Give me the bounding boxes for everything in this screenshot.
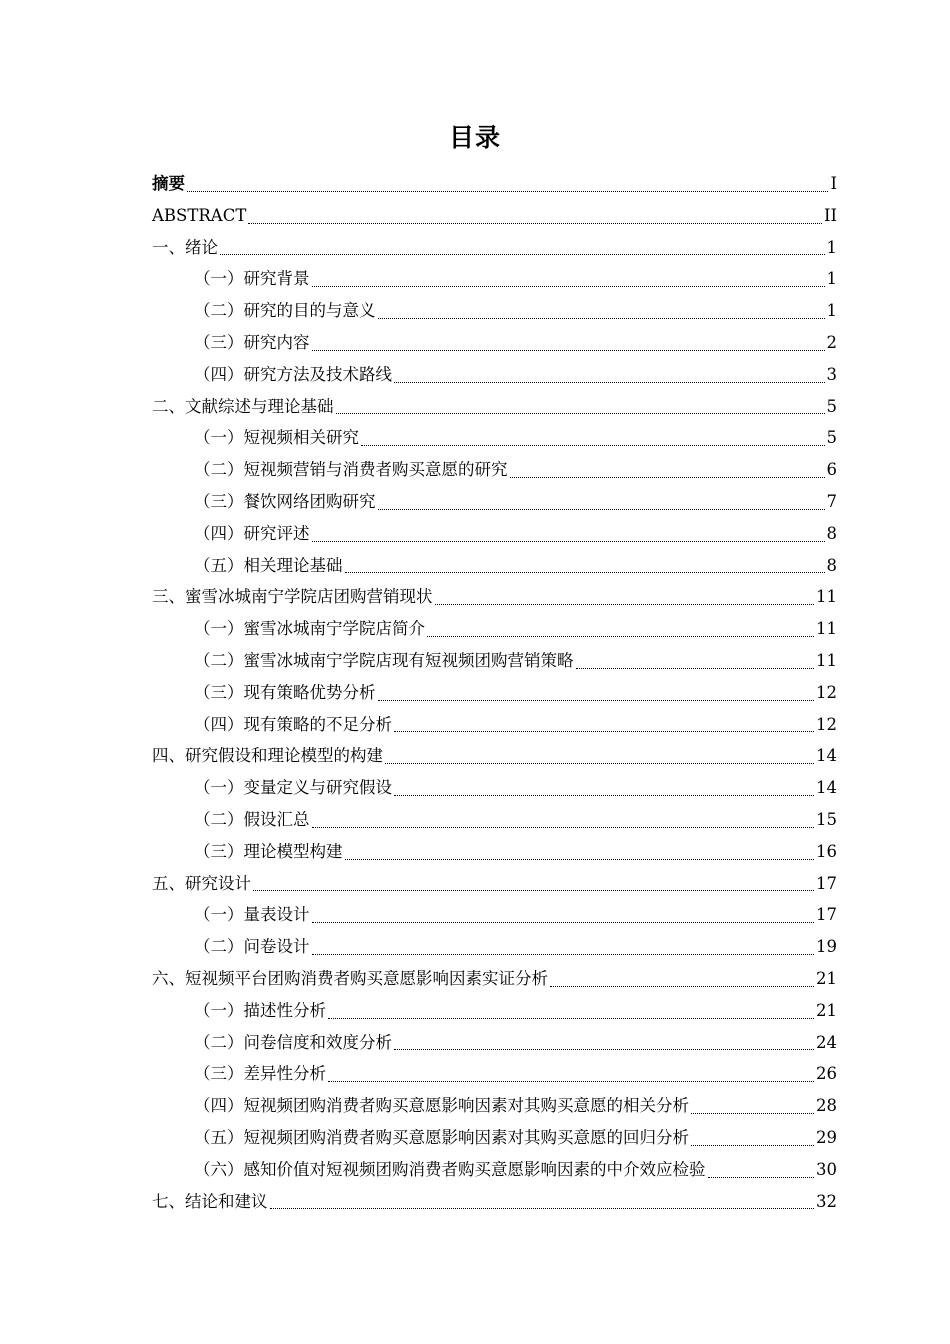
toc-dot-leader xyxy=(312,540,825,542)
toc-entry[interactable] xyxy=(152,1154,837,1186)
toc-entry-page-number: 16 xyxy=(816,841,837,861)
toc-entry-label: 二、文献综述与理论基础 xyxy=(152,396,334,416)
toc-dot-leader xyxy=(394,730,814,732)
toc-entry-page-number: 2 xyxy=(826,332,837,352)
toc-dot-leader xyxy=(510,476,825,478)
toc-entry-label: （四）研究方法及技术路线 xyxy=(194,364,392,384)
toc-entry-label: （一）变量定义与研究假设 xyxy=(194,778,392,798)
toc-entry[interactable] xyxy=(152,868,837,900)
toc-dot-leader xyxy=(328,1080,814,1082)
toc-entry-page-number: 21 xyxy=(816,1000,837,1020)
toc-entry-label: 六、短视频平台团购消费者购买意愿影响因素实证分析 xyxy=(152,968,548,988)
toc-dot-leader xyxy=(708,1176,815,1178)
toc-entry[interactable] xyxy=(152,200,837,232)
toc-entry-label: （二）短视频营销与消费者购买意愿的研究 xyxy=(194,460,508,480)
toc-entry-label: 一、绪论 xyxy=(152,237,218,257)
toc-entry-page-number: 1 xyxy=(826,269,837,289)
toc-dot-leader xyxy=(220,253,825,255)
toc-entry-page-number: 28 xyxy=(816,1096,837,1116)
toc-dot-leader xyxy=(328,1017,814,1019)
toc-dot-leader xyxy=(427,635,814,637)
toc-entry-label: 五、研究设计 xyxy=(152,873,251,893)
toc-dot-leader xyxy=(691,1112,814,1114)
toc-entry-label: （二）问卷信度和效度分析 xyxy=(194,1032,392,1052)
toc-entry-label: （一）短视频相关研究 xyxy=(194,428,359,448)
toc-entry-label: （一）研究背景 xyxy=(194,269,310,289)
toc-entry[interactable] xyxy=(152,263,837,295)
toc-dot-leader xyxy=(312,953,815,955)
toc-entry-label: （二）问卷设计 xyxy=(194,937,310,957)
toc-entry[interactable] xyxy=(152,836,837,868)
toc-entry-label: （三）现有策略优势分析 xyxy=(194,682,376,702)
toc-entry-page-number: 17 xyxy=(816,905,837,925)
toc-entry[interactable] xyxy=(152,1058,837,1090)
toc-dot-leader xyxy=(435,603,815,605)
toc-entry-label: 摘要 xyxy=(152,174,185,193)
toc-dot-leader xyxy=(576,667,815,669)
toc-entry-label: ABSTRACT xyxy=(152,205,247,225)
toc-entry[interactable] xyxy=(152,1122,837,1154)
toc-dot-leader xyxy=(187,190,828,192)
toc-entry-page-number: 19 xyxy=(816,937,837,957)
toc-entry[interactable] xyxy=(152,709,837,741)
toc-entry-page-number: 11 xyxy=(816,650,837,670)
toc-entry-label: （一）蜜雪冰城南宁学院店简介 xyxy=(194,619,425,639)
toc-dot-leader xyxy=(378,508,825,510)
toc-entry-page-number: 12 xyxy=(816,714,837,734)
toc-entry-page-number: 5 xyxy=(826,396,837,416)
toc-entry-label: （五）短视频团购消费者购买意愿影响因素对其购买意愿的回归分析 xyxy=(194,1127,689,1147)
toc-dot-leader xyxy=(385,762,814,764)
toc-dot-leader xyxy=(394,1048,814,1050)
toc-entry-label: （二）研究的目的与意义 xyxy=(194,301,376,321)
toc-entry[interactable] xyxy=(152,899,837,931)
toc-entry-page-number: 26 xyxy=(816,1064,837,1084)
toc-entry-label: 四、研究假设和理论模型的构建 xyxy=(152,746,383,766)
toc-entry[interactable] xyxy=(152,645,837,677)
toc-entry-label: 七、结论和建议 xyxy=(152,1191,268,1211)
toc-dot-leader xyxy=(691,1144,814,1146)
toc-entry-label: （二）蜜雪冰城南宁学院店现有短视频团购营销策略 xyxy=(194,650,574,670)
toc-dot-leader xyxy=(248,222,822,224)
toc-entry[interactable] xyxy=(152,1090,837,1122)
page-title: 目录 xyxy=(448,123,501,152)
toc-entry[interactable] xyxy=(152,804,837,836)
toc-entry-label: （三）理论模型构建 xyxy=(194,841,343,861)
toc-entry[interactable] xyxy=(152,613,837,645)
toc-entry[interactable] xyxy=(152,295,837,327)
toc-dot-leader xyxy=(253,889,814,891)
toc-entry-label: 三、蜜雪冰城南宁学院店团购营销现状 xyxy=(152,587,433,607)
toc-entry-page-number: 29 xyxy=(816,1127,837,1147)
toc-dot-leader xyxy=(394,794,814,796)
toc-entry[interactable] xyxy=(152,740,837,772)
toc-entry-label: （三）差异性分析 xyxy=(194,1064,326,1084)
toc-entry-page-number: 3 xyxy=(826,364,837,384)
toc-dot-leader xyxy=(550,985,814,987)
toc-dot-leader xyxy=(312,285,825,287)
toc-entry[interactable] xyxy=(152,963,837,995)
toc-entry-page-number: 17 xyxy=(816,873,837,893)
toc-entry[interactable] xyxy=(152,931,837,963)
toc-entry-label: （四）现有策略的不足分析 xyxy=(194,714,392,734)
toc-entry-page-number: II xyxy=(823,205,837,225)
toc-entry-label: （三）餐饮网络团购研究 xyxy=(194,491,376,511)
toc-dot-leader xyxy=(345,858,815,860)
toc-entry[interactable] xyxy=(152,677,837,709)
toc-entry-label: （四）研究评述 xyxy=(194,523,310,543)
toc-entry[interactable] xyxy=(152,772,837,804)
toc-entry[interactable] xyxy=(152,518,837,550)
toc-entry-page-number: 6 xyxy=(826,460,837,480)
toc-dot-leader xyxy=(336,412,825,414)
toc-dot-leader xyxy=(312,349,825,351)
toc-entry-page-number: 15 xyxy=(816,809,837,829)
toc-entry[interactable] xyxy=(152,550,837,582)
toc-entry-page-number: 7 xyxy=(826,491,837,511)
toc-entry-label: （四）短视频团购消费者购买意愿影响因素对其购买意愿的相关分析 xyxy=(194,1096,689,1116)
toc-entry[interactable] xyxy=(152,995,837,1027)
toc-entry[interactable] xyxy=(152,454,837,486)
toc-entry-page-number: 11 xyxy=(816,619,837,639)
toc-entry-label: （五）相关理论基础 xyxy=(194,555,343,575)
toc-entry[interactable] xyxy=(152,486,837,518)
toc-entry[interactable] xyxy=(152,1186,837,1218)
table-of-contents xyxy=(152,168,837,1217)
toc-entry-page-number: 1 xyxy=(826,301,837,321)
toc-dot-leader xyxy=(312,921,815,923)
toc-entry-page-number: 30 xyxy=(816,1159,837,1179)
toc-entry-label: （一）描述性分析 xyxy=(194,1000,326,1020)
toc-entry-page-number: 14 xyxy=(816,778,837,798)
toc-entry-page-number: 32 xyxy=(816,1191,837,1211)
toc-entry-page-number: 11 xyxy=(816,587,837,607)
toc-dot-leader xyxy=(378,699,815,701)
toc-entry[interactable] xyxy=(152,391,837,423)
toc-entry[interactable] xyxy=(152,581,837,613)
toc-entry-page-number: 1 xyxy=(826,237,837,257)
toc-entry-page-number: 5 xyxy=(826,428,837,448)
toc-entry-page-number: I xyxy=(830,174,837,193)
toc-dot-leader xyxy=(378,317,825,319)
toc-entry-page-number: 24 xyxy=(816,1032,837,1052)
toc-entry[interactable] xyxy=(152,168,837,200)
toc-entry-label: （三）研究内容 xyxy=(194,332,310,352)
toc-dot-leader xyxy=(345,571,825,573)
toc-dot-leader xyxy=(361,444,825,446)
toc-entry[interactable] xyxy=(152,422,837,454)
toc-dot-leader xyxy=(312,826,815,828)
toc-entry[interactable] xyxy=(152,327,837,359)
toc-entry-label: （六）感知价值对短视频团购消费者购买意愿影响因素的中介效应检验 xyxy=(194,1159,706,1179)
toc-entry-page-number: 21 xyxy=(816,968,837,988)
toc-entry[interactable] xyxy=(152,359,837,391)
toc-entry-page-number: 8 xyxy=(826,523,837,543)
toc-entry-page-number: 12 xyxy=(816,682,837,702)
toc-entry[interactable] xyxy=(152,1027,837,1059)
toc-entry-label: （二）假设汇总 xyxy=(194,809,310,829)
toc-entry-page-number: 8 xyxy=(826,555,837,575)
toc-entry-page-number: 14 xyxy=(816,746,837,766)
toc-entry-label: （一）量表设计 xyxy=(194,905,310,925)
toc-dot-leader xyxy=(394,381,825,383)
toc-dot-leader xyxy=(270,1207,815,1209)
toc-entry[interactable] xyxy=(152,232,837,264)
